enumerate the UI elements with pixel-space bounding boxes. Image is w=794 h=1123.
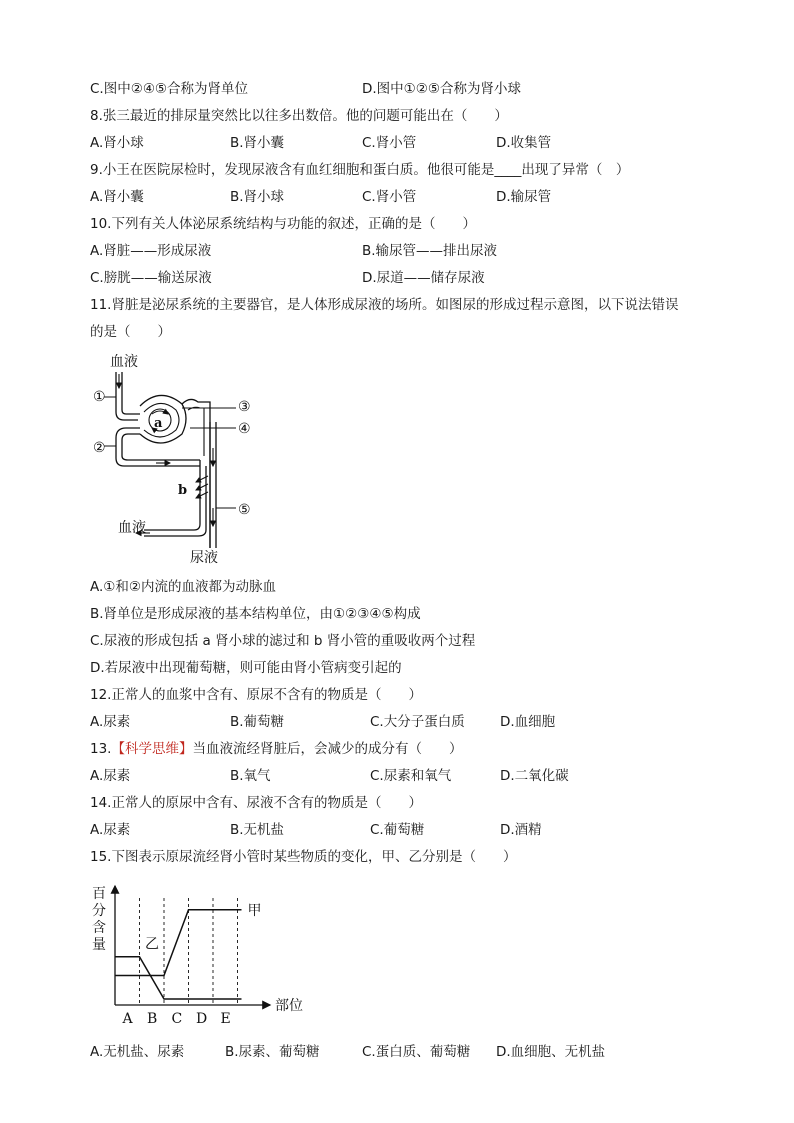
series-label: 乙 <box>145 936 159 953</box>
q11-option-c: C.尿液的形成包括 a 肾小球的滤过和 b 肾小管的重吸收两个过程 <box>90 633 476 649</box>
label-1: ① <box>93 389 106 405</box>
q14-option-b: B.无机盐 <box>230 822 285 838</box>
x-axis-label: 部位 <box>275 998 303 1014</box>
series-line <box>115 957 242 999</box>
q11-stem-line1: 11.肾脏是泌尿系统的主要器官，是人体形成尿液的场所。如图尿的形成过程示意图，以下说法错误 <box>90 297 679 313</box>
q10-option-b: B.输尿管——排出尿液 <box>362 243 498 259</box>
q12-option-b: B.葡萄糖 <box>230 714 285 730</box>
q8-option-d: D.收集管 <box>496 135 552 151</box>
q14-stem: 14.正常人的原尿中含有、尿液不含有的物质是（ ） <box>90 795 422 811</box>
q11-option-a: A.①和②内流的血液都为动脉血 <box>90 579 276 595</box>
series-line <box>115 910 242 976</box>
q14-option-c: C.葡萄糖 <box>370 822 425 838</box>
q12-option-a: A.尿素 <box>90 714 131 730</box>
substance-change-chart <box>90 880 310 1030</box>
q10-option-a: A.肾脏——形成尿液 <box>90 243 212 259</box>
q8-option-c: C.肾小管 <box>362 135 417 151</box>
q12-option-c: C.大分子蛋白质 <box>370 714 465 730</box>
q8-option-a: A.肾小球 <box>90 135 144 151</box>
q10-stem: 10.下列有关人体泌尿系统结构与功能的叙述，正确的是（ ） <box>90 216 476 232</box>
y-axis-label-char: 量 <box>92 937 106 953</box>
label-4: ④ <box>238 421 251 437</box>
label-2: ② <box>93 440 106 456</box>
q15-option-d: D.血细胞、无机盐 <box>496 1044 606 1060</box>
q13-option-a: A.尿素 <box>90 768 131 784</box>
label-a: a <box>154 416 163 431</box>
q13-option-c: C.尿素和氧气 <box>370 768 452 784</box>
q11-option-b: B.肾单位是形成尿液的基本结构单位，由①②③④⑤构成 <box>90 606 421 622</box>
q9-option-a: A.肾小囊 <box>90 189 144 205</box>
q15-stem: 15.下图表示原尿流经肾小管时某些物质的变化，甲、乙分别是（ ） <box>90 849 517 865</box>
q12-option-d: D.血细胞 <box>500 714 556 730</box>
q8-stem: 8.张三最近的排尿量突然比以往多出数倍。他的问题可能出在（ ） <box>90 108 508 124</box>
x-tick-label: B <box>147 1011 158 1027</box>
q9-option-b: B.肾小球 <box>230 189 285 205</box>
q9-stem: 9.小王在医院尿检时，发现尿液含有血红细胞和蛋白质。他很可能是____出现了异常（ ） <box>90 162 630 178</box>
series-label: 甲 <box>247 902 262 919</box>
blood-out-label: 血液 <box>118 520 146 536</box>
q10-option-c: C.膀胱——输送尿液 <box>90 270 212 286</box>
q13-tag: 【科学思维】 <box>111 741 193 757</box>
q13-option-d: D.二氧化碳 <box>500 768 569 784</box>
y-axis-label-char: 百 <box>92 886 106 902</box>
q15-option-b: B.尿素、葡萄糖 <box>225 1044 320 1060</box>
x-tick-label: C <box>171 1011 183 1027</box>
q15-option-c: C.蛋白质、葡萄糖 <box>362 1044 471 1060</box>
q7-option-d: D.图中①②⑤合称为肾小球 <box>362 81 521 97</box>
q13-option-b: B.氧气 <box>230 768 271 784</box>
x-tick-label: A <box>122 1011 133 1027</box>
label-b: b <box>178 483 188 498</box>
label-3: ③ <box>238 399 251 415</box>
q11-option-d: D.若尿液中出现葡萄糖，则可能由肾小管病变引起的 <box>90 660 402 676</box>
q15-option-a: A.无机盐、尿素 <box>90 1044 185 1060</box>
y-axis-label-char: 含 <box>92 920 106 936</box>
q9-option-d: D.输尿管 <box>496 189 552 205</box>
blood-in-label: 血液 <box>110 354 138 370</box>
q10-option-d: D.尿道——储存尿液 <box>362 270 485 286</box>
q14-option-a: A.尿素 <box>90 822 131 838</box>
q13-stem-line <box>90 740 462 758</box>
label-5: ⑤ <box>238 502 251 518</box>
q14-option-d: D.酒精 <box>500 822 542 838</box>
urine-label: 尿液 <box>190 550 218 566</box>
nephron-diagram <box>90 348 280 570</box>
y-axis-label-char: 分 <box>92 903 106 919</box>
x-tick-label: E <box>220 1011 231 1027</box>
q9-option-c: C.肾小管 <box>362 189 417 205</box>
q13-number: 13. <box>90 741 112 757</box>
y-axis-label <box>92 886 106 953</box>
q12-stem: 12.正常人的血浆中含有、原尿不含有的物质是（ ） <box>90 687 422 703</box>
q8-option-b: B.肾小囊 <box>230 135 285 151</box>
q13-stem: 当血液流经肾脏后，会减少的成分有（ ） <box>192 741 463 757</box>
x-tick-label: D <box>196 1011 208 1027</box>
q11-stem-line2: 的是（ ） <box>90 324 171 340</box>
q7-option-c: C.图中②④⑤合称为肾单位 <box>90 81 249 97</box>
